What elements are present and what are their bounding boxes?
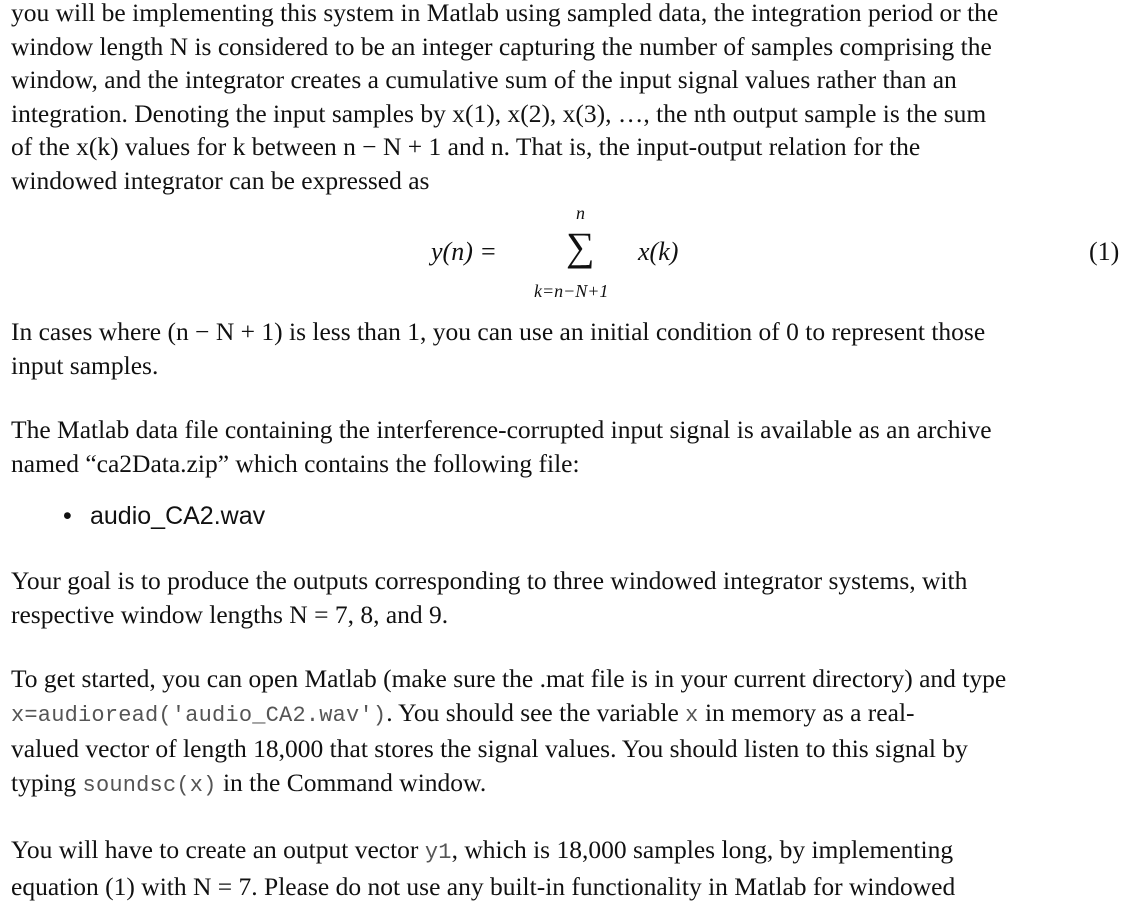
paragraph-getting-started	[11, 662, 1121, 802]
equation-lhs: y(n) =	[431, 237, 497, 266]
start-line-3: valued vector of length 18,000 that stores the signal values. You should listen to this signal by	[11, 734, 968, 763]
start-line-4-end: in the Command window.	[222, 767, 487, 797]
start-line-4-start: typing	[11, 767, 77, 797]
intro-line-4: integration. Denoting the input samples by x(1), x(2), x(3), …, the nth output sample is the sum	[11, 98, 987, 128]
sum-upper-limit: n	[576, 203, 585, 223]
paragraph-output-vector	[11, 833, 1121, 903]
intro-line-1: you will be implementing this system in Matlab using sampled data, the integration period or the	[11, 0, 999, 27]
start-line-1: To get started, you can open Matlab (make sure the .mat file is in your current directory) and type	[11, 664, 1007, 693]
paragraph-goal	[11, 564, 1121, 631]
output-line-2: equation (1) with N = 7. Please do not use any built-in functionality in Matlab for windowed	[11, 871, 956, 901]
intro-line-2: window length N is considered to be an integer capturing the number of samples comprising the	[11, 31, 992, 61]
document-page	[11, 0, 1121, 903]
intro-line-5: of the x(k) values for k between n − N + 1 and n. That is, the input-output relation for the	[11, 132, 921, 161]
goal-line-2: respective window lengths N = 7, 8, and 9.	[11, 599, 449, 629]
sum-sigma: ∑	[566, 224, 595, 269]
code-y1: y1	[424, 840, 452, 865]
output-line-1-start: You will have to create an output vector	[11, 835, 419, 864]
code-x: x	[685, 702, 699, 728]
sum-lower-limit: k=n−N+1	[534, 281, 609, 301]
goal-line-1: Your goal is to produce the outputs corresponding to three windowed integrator systems, with	[11, 566, 968, 595]
paragraph-intro	[11, 0, 1121, 197]
equation-number: (1)	[1089, 237, 1120, 266]
bullet-icon: •	[63, 502, 72, 530]
intro-line-6: windowed integrator can be expressed as	[11, 165, 430, 195]
output-line-1-end: , which is 18,000 samples long, by implementing	[451, 835, 954, 864]
paragraph-initial-condition	[11, 315, 1121, 382]
equation-rhs: x(k)	[638, 237, 679, 266]
init-line-2: input samples.	[11, 350, 159, 380]
equation-1	[11, 197, 1121, 315]
intro-line-3: window, and the integrator creates a cumulative sum of the input signal values rather than an	[11, 65, 957, 94]
code-audioread: x=audioread('audio_CA2.wav')	[11, 702, 387, 728]
file-list-item	[11, 500, 1121, 533]
paragraph-data-file	[11, 413, 1121, 480]
init-line-1: In cases where (n − N + 1) is less than 1, you can use an initial condition of 0 to represent those	[11, 317, 986, 346]
datafile-line-2: named “ca2Data.zip” which contains the following file:	[11, 448, 580, 478]
start-line-2-rest: . You should see the variable	[386, 697, 679, 727]
code-soundsc: soundsc(x)	[82, 772, 217, 798]
start-line-2-end: in memory as a real-	[704, 697, 915, 727]
datafile-line-1: The Matlab data file containing the interference-corrupted input signal is available as an archive	[11, 415, 992, 444]
file-name: audio_CA2.wav	[90, 502, 266, 530]
